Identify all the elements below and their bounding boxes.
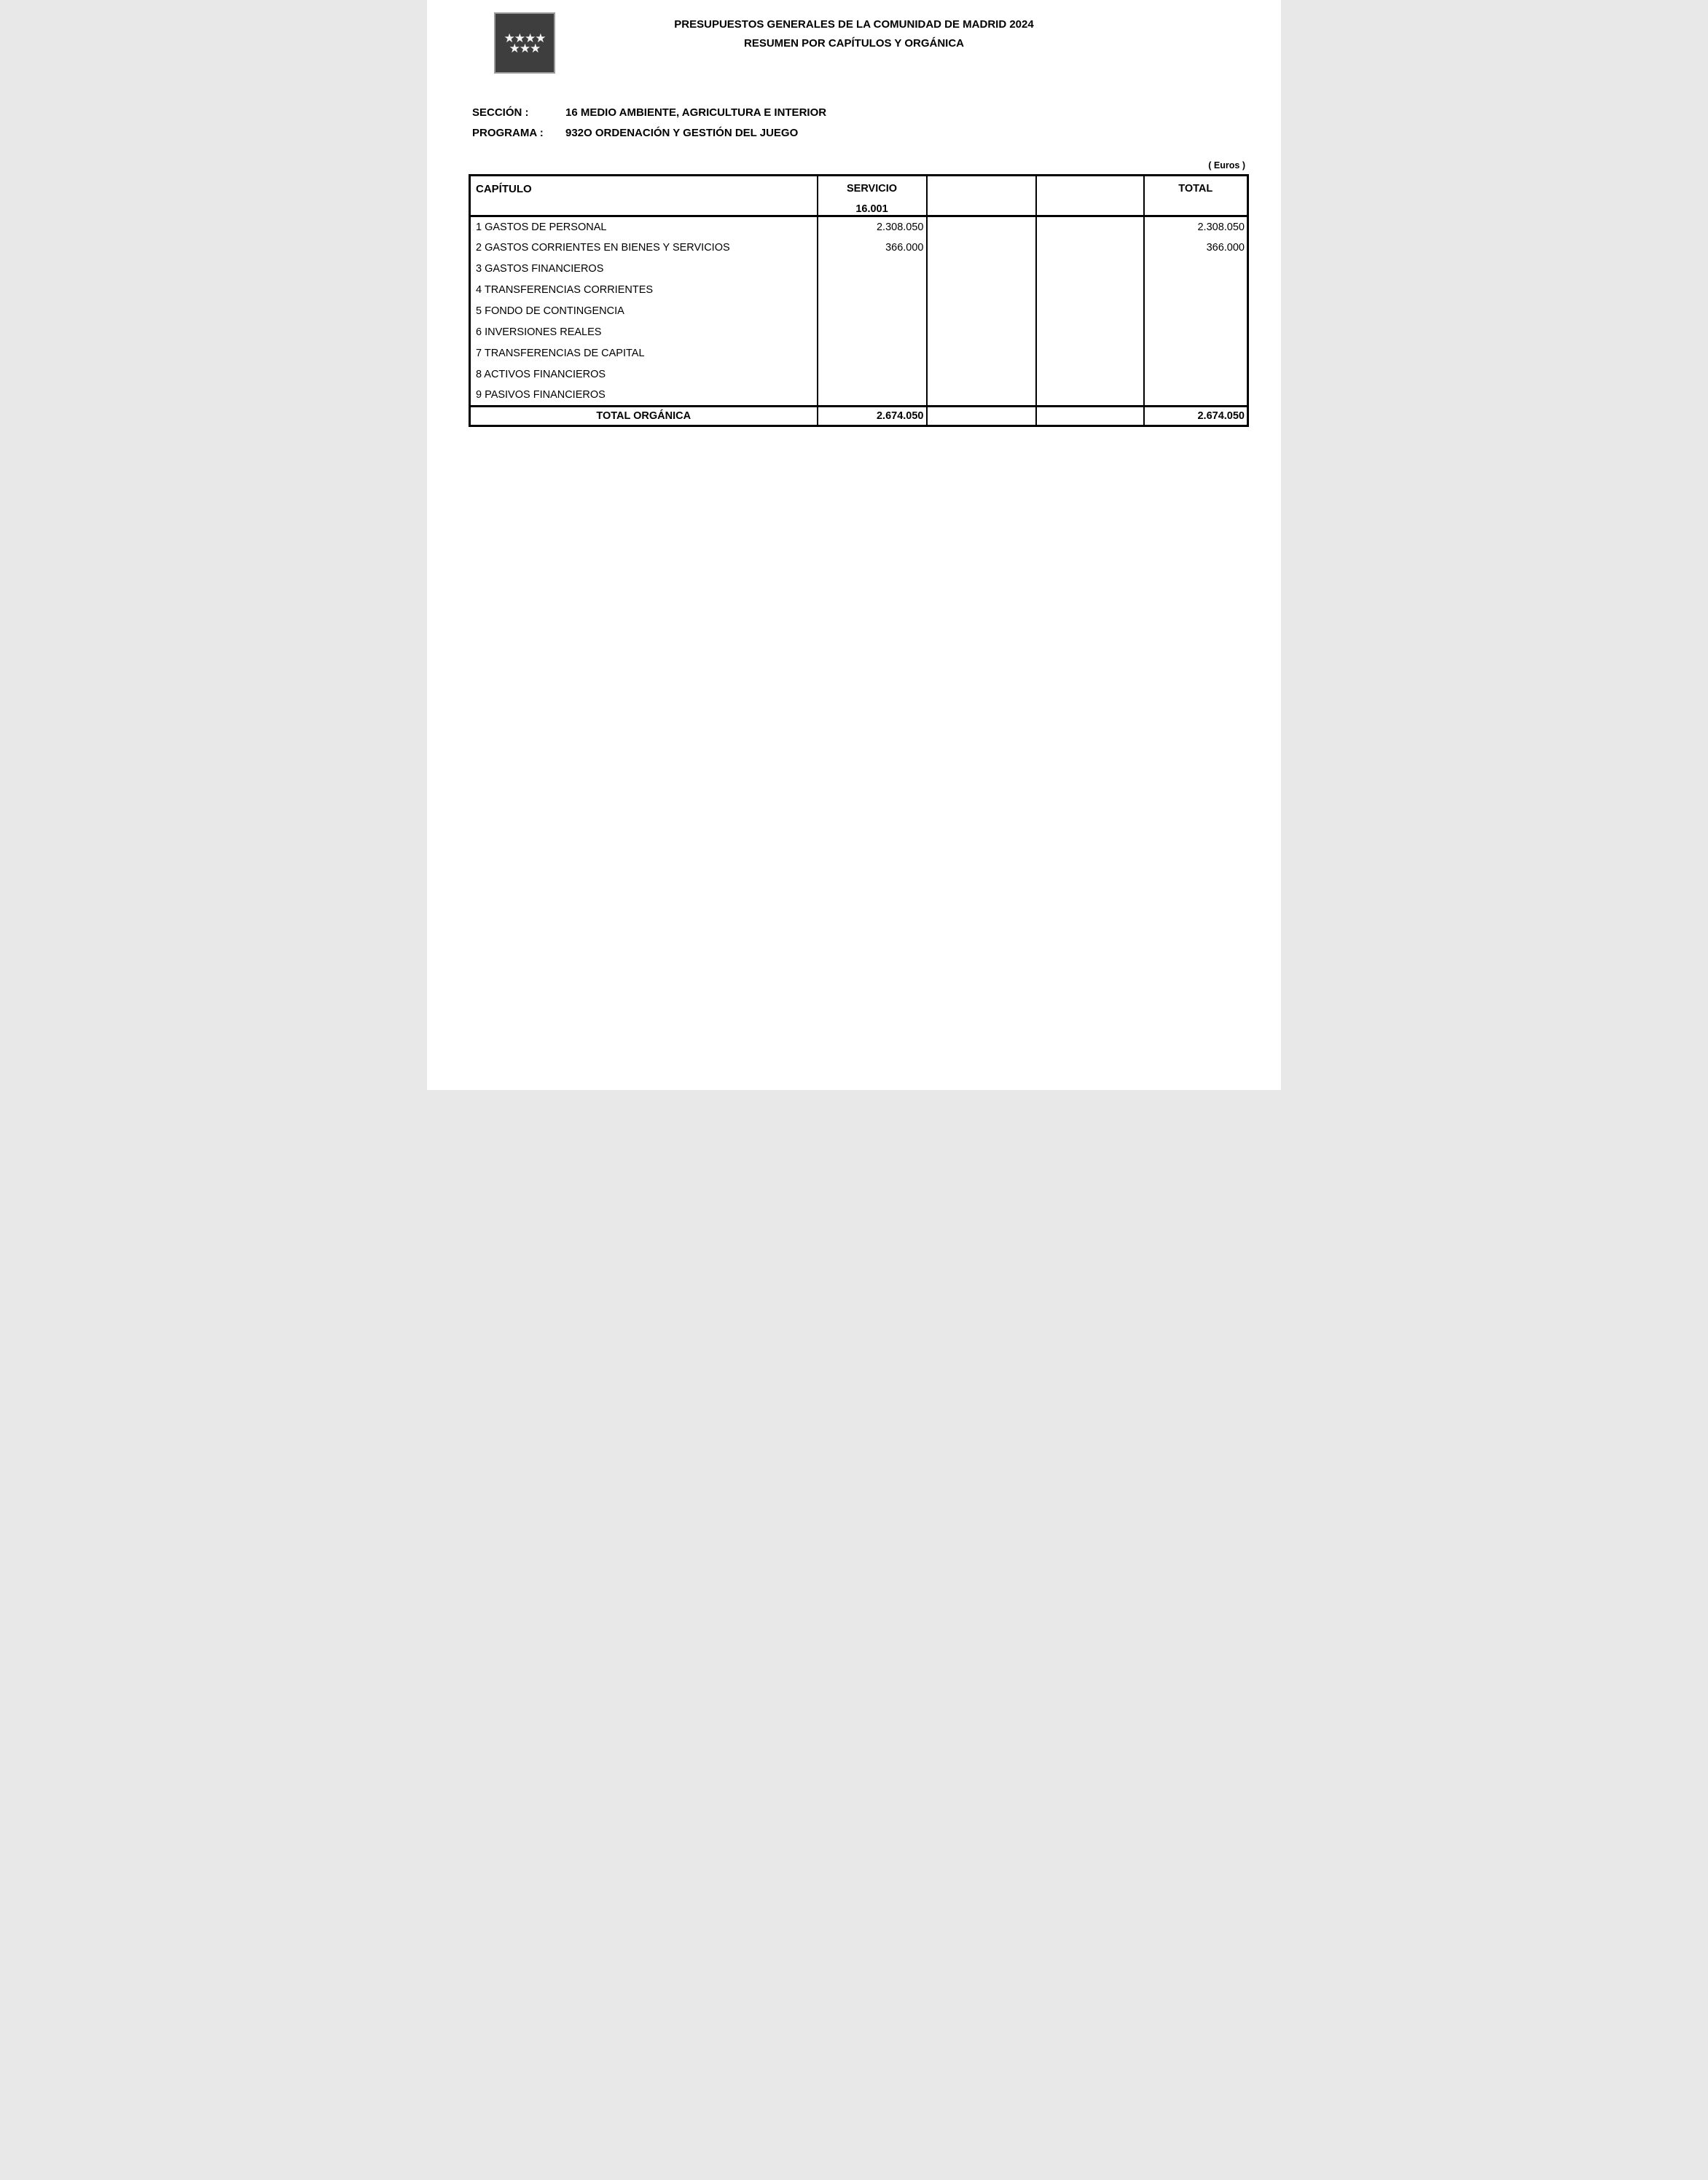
empty-cell [927,407,1036,426]
servicio-cell [818,322,927,343]
total-cell: 366.000 [1144,238,1248,259]
total-total-value: 2.674.050 [1144,407,1248,426]
document-title-block [427,15,1281,53]
budget-table [469,174,1249,427]
seccion-label: SECCIÓN : [472,106,529,119]
header-empty-col4 [1036,176,1144,216]
servicio-cell [818,301,927,322]
programa-value: 932O ORDENACIÓN Y GESTIÓN DEL JUEGO [565,127,799,139]
empty-cell [927,364,1036,385]
document-page [427,0,1281,1090]
total-cell [1144,301,1248,322]
document-subtitle: RESUMEN POR CAPÍTULOS Y ORGÁNICA [744,37,964,50]
table-row [470,343,1248,364]
total-cell [1144,385,1248,407]
flag-stars-row-bottom: ★★★ [509,41,541,55]
programa-label: PROGRAMA : [472,127,544,139]
capitulo-cell: 7 TRANSFERENCIAS DE CAPITAL [476,348,645,359]
total-cell [1144,280,1248,301]
table-row [470,280,1248,301]
seccion-value: 16 MEDIO AMBIENTE, AGRICULTURA E INTERIOR [565,106,827,119]
table-row [470,238,1248,259]
servicio-cell [818,364,927,385]
table-row [470,259,1248,280]
capitulo-cell: 3 GASTOS FINANCIEROS [476,263,604,275]
empty-cell [927,385,1036,407]
empty-cell [1036,322,1144,343]
servicio-cell [818,343,927,364]
servicio-cell [818,259,927,280]
empty-cell [1036,407,1144,426]
header-servicio-label: SERVICIO [846,183,898,195]
total-cell [1144,364,1248,385]
capitulo-cell: 8 ACTIVOS FINANCIEROS [476,369,606,380]
empty-cell [927,280,1036,301]
table-header-row [470,176,1248,216]
capitulo-cell: 1 GASTOS DE PERSONAL [476,221,607,233]
total-cell: 2.308.050 [1144,216,1248,238]
empty-cell [1036,364,1144,385]
empty-cell [1036,238,1144,259]
servicio-cell: 2.308.050 [818,216,927,238]
table-row [470,216,1248,238]
total-organica-row [470,407,1248,426]
header-servicio [818,176,927,216]
empty-cell [927,216,1036,238]
empty-cell [1036,301,1144,322]
table-row [470,364,1248,385]
empty-cell [927,322,1036,343]
total-cell [1144,322,1248,343]
flag-stars-row-top: ★★★★ [504,31,546,45]
table-row [470,322,1248,343]
capitulo-cell: 2 GASTOS CORRIENTES EN BIENES Y SERVICIOS [476,242,730,254]
empty-cell [1036,385,1144,407]
capitulo-cell: 4 TRANSFERENCIAS CORRIENTES [476,284,654,296]
header-empty-col3 [927,176,1036,216]
header-servicio-code: 16.001 [855,203,888,215]
table-body [470,216,1248,426]
total-organica-label: TOTAL ORGÁNICA [470,407,818,426]
header-total: TOTAL [1144,176,1248,216]
empty-cell [1036,343,1144,364]
capitulo-cell: 9 PASIVOS FINANCIEROS [476,389,606,401]
total-cell [1144,343,1248,364]
servicio-cell [818,385,927,407]
empty-cell [1036,216,1144,238]
empty-cell [927,343,1036,364]
capitulo-cell: 5 FONDO DE CONTINGENCIA [476,305,624,317]
table-header [470,176,1248,216]
total-servicio-value: 2.674.050 [818,407,927,426]
table-row [470,301,1248,322]
document-title: PRESUPUESTOS GENERALES DE LA COMUNIDAD DE MADRID 2024 [674,18,1034,31]
servicio-cell: 366.000 [818,238,927,259]
capitulo-cell: 6 INVERSIONES REALES [476,326,602,338]
empty-cell [1036,259,1144,280]
empty-cell [927,301,1036,322]
empty-cell [927,238,1036,259]
empty-cell [1036,280,1144,301]
servicio-cell [818,280,927,301]
currency-note: ( Euros ) [1208,160,1245,170]
header-capitulo: CAPÍTULO [470,176,818,216]
total-cell [1144,259,1248,280]
table-row [470,385,1248,407]
empty-cell [927,259,1036,280]
